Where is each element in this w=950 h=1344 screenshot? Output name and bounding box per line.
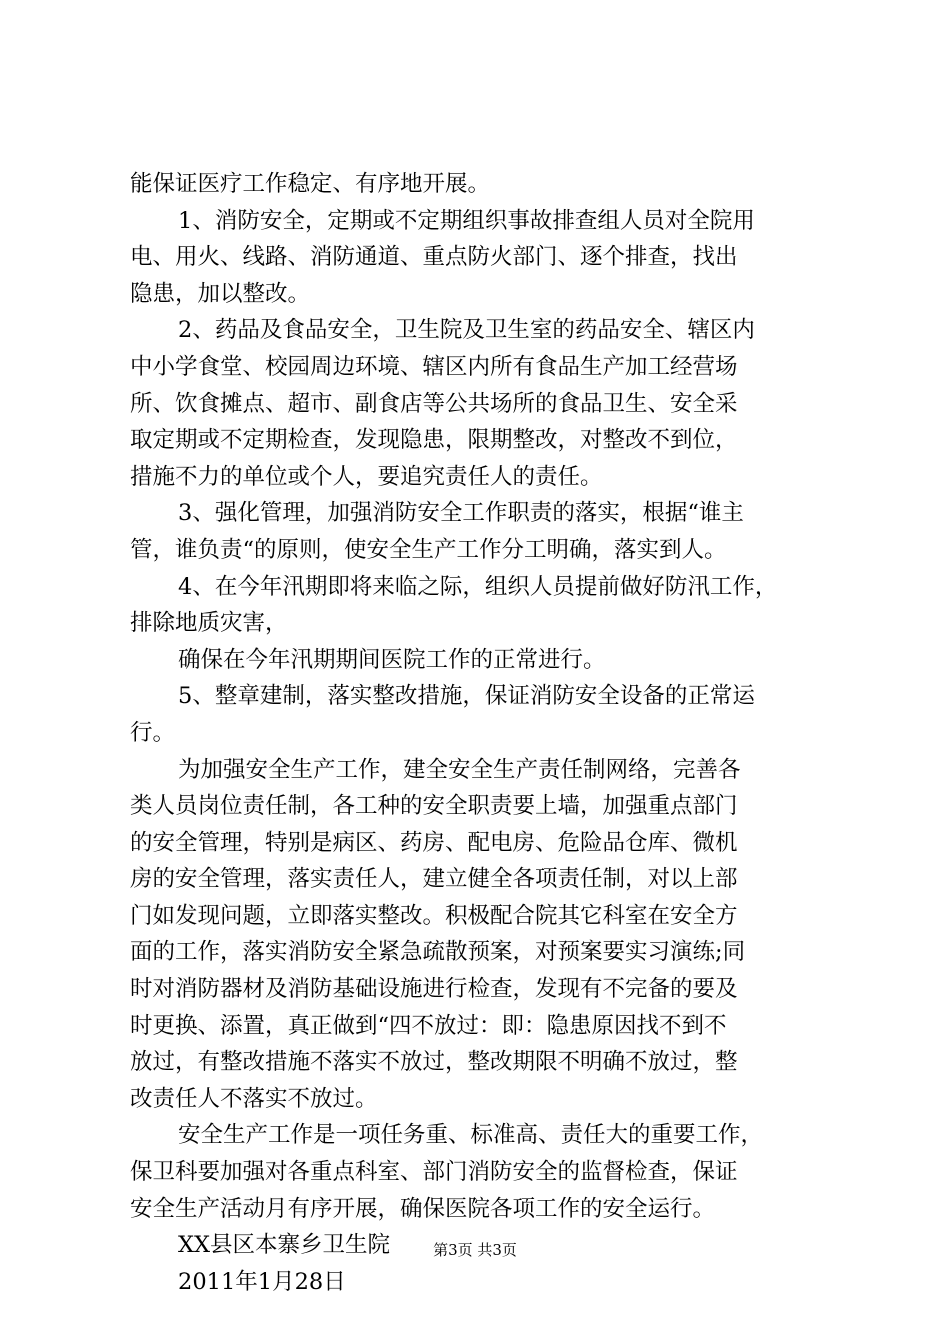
- text-line: 能保证医疗工作稳定、有序地开展。: [130, 171, 491, 197]
- text-line: 时更换、添置，真正做到“四不放过：即：隐患原因找不到不: [130, 1012, 727, 1039]
- text-line: 行。: [130, 719, 176, 746]
- text-line: 4、在今年汛期即将来临之际，组织人员提前做好防汛工作，: [178, 573, 778, 600]
- text-line: 确保在今年汛期期间医院工作的正常进行。: [178, 646, 606, 673]
- text-line: 5、整章建制，落实整改措施，保证消防安全设备的正常运: [178, 683, 755, 710]
- text-line: 取定期或不定期检查，发现隐患，限期整改，对整改不到位，: [130, 427, 738, 454]
- text-line: 放过，有整改措施不落实不放过，整改期限不明确不放过，整: [130, 1049, 738, 1076]
- text-line: 类人员岗位责任制，各工种的安全职责要上墙，加强重点部门: [130, 793, 738, 820]
- text-line: 1、消防安全，定期或不定期组织事故排查组人员对全院用: [178, 207, 755, 234]
- text-line: 为加强安全生产工作，建全安全生产责任制网络，完善各: [178, 756, 741, 783]
- text-line: 电、用火、线路、消防通道、重点防火部门、逐个排查，找出: [130, 244, 738, 271]
- text-line: 管，谁负责“的原则，使安全生产工作分工明确，落实到人。: [130, 536, 727, 563]
- text-line: 中小学食堂、校园周边环境、辖区内所有食品生产加工经营场: [130, 353, 738, 380]
- text-line: 面的工作，落实消防安全紧急疏散预案，对预案要实习演练;同: [130, 939, 746, 966]
- text-line: 改责任人不落实不放过。: [130, 1085, 378, 1112]
- text-line: 2、药品及食品安全，卫生院及卫生室的药品安全、辖区内: [178, 317, 755, 344]
- text-line: 的安全管理，特别是病区、药房、配电房、危险品仓库、微机: [130, 829, 738, 856]
- text-line: 保卫科要加强对各重点科室、部门消防安全的监督检查，保证: [130, 1159, 738, 1186]
- text-line: XX县区本寨乡卫生院: [178, 1232, 391, 1259]
- text-line: 2011年1月28日: [178, 1268, 346, 1295]
- text-line: 排除地质灾害，: [130, 610, 288, 637]
- text-line: 3、强化管理，加强消防安全工作职责的落实，根据“谁主: [178, 500, 744, 527]
- text-line: 隐患，加以整改。: [130, 280, 311, 307]
- document-body: [130, 166, 830, 1300]
- text-line: 安全生产活动月有序开展，确保医院各项工作的安全运行。: [130, 1195, 716, 1222]
- text-line: 时对消防器材及消防基础设施进行检查，发现有不完备的要及: [130, 976, 738, 1003]
- text-line: 措施不力的单位或个人，要追究责任人的责任。: [130, 463, 603, 490]
- text-line: 房的安全管理，落实责任人，建立健全各项责任制，对以上部: [130, 866, 738, 893]
- text-line: 安全生产工作是一项任务重、标准高、责任大的重要工作，: [178, 1122, 764, 1149]
- page-footer: 第3页 共3页: [433, 1241, 517, 1259]
- text-line: 所、饮食摊点、超市、副食店等公共场所的食品卫生、安全采: [130, 390, 738, 417]
- text-line: 门如发现问题，立即落实整改。积极配合院其它科室在安全方: [130, 902, 738, 929]
